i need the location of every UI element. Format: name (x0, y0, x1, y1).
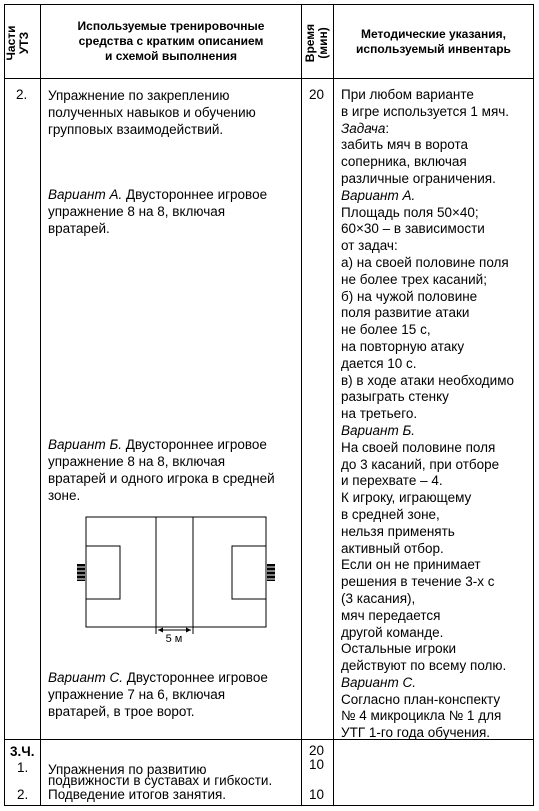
note-line: разыграть стенку (341, 389, 449, 405)
goal-right-icon (267, 564, 275, 581)
header-training-means: Используемые тренировочные средства с кратким описанием и схемой выполнения (77, 19, 265, 63)
note-line: (3 касания), (341, 590, 416, 606)
variant-c-label: Вариант С. (48, 670, 123, 685)
note-line: № 4 микроцикла № 1 для (341, 708, 502, 724)
dimension-label: 5 м (165, 633, 183, 645)
desc-line: групповых взаимодействий. (48, 122, 224, 137)
desc-line: полученных навыков и обучению (48, 105, 256, 120)
header-method-notes: Методические указания, используемый инвентарь (356, 27, 511, 56)
note-line: не более трех касаний; (341, 271, 487, 287)
row2-time: 20 (309, 87, 325, 102)
desc-line: упражнение 8 на 8, включая (48, 454, 226, 469)
note-line: другой команде. (341, 624, 444, 640)
row3-sub-number: 1. (17, 760, 29, 775)
desc-line: упражнение 8 на 8, включая (48, 204, 226, 219)
note-line: и перехвате – 4. (341, 473, 443, 489)
variant-a-text: Вариант А. Двустороннее игровое (48, 187, 268, 202)
desc-line: вратарей. (48, 221, 110, 236)
variant-c-text: Вариант С. Двустороннее игровое (48, 670, 268, 685)
row3-number: 3.Ч. (10, 744, 35, 759)
row3-item-line: Упражнения по развитию (48, 762, 207, 777)
note-line: Вариант С. (341, 674, 416, 690)
note-line: б) на чужой половине (341, 288, 478, 304)
penalty-area-right (232, 546, 266, 599)
note-line: мяч передается (341, 607, 441, 623)
note-line: в) в ходе атаки необходимо (341, 372, 515, 388)
note-line: УТГ 1-го года обучения. (341, 725, 491, 741)
note-line: нельзя применять (341, 523, 455, 539)
note-line: от задач: (341, 238, 398, 254)
field-diagram (76, 514, 276, 646)
table-border-right (533, 4, 534, 806)
note-line: Если он не принимает (341, 557, 481, 573)
note-line: Вариант Б. (341, 422, 415, 438)
table-border-top (4, 4, 534, 5)
row3-item-line: Подведение итогов занятия. (48, 787, 227, 802)
note-line: Остальные игроки (341, 641, 457, 657)
desc-line: зоне. (48, 488, 81, 503)
note-line: Вариант А. (341, 187, 416, 203)
note-line: на повторную атаку (341, 338, 465, 354)
variant-b-text: Вариант Б. Двустороннее игровое (48, 437, 267, 452)
goal-left-icon (77, 564, 85, 581)
note-line: решения в течение 3-х с (341, 574, 495, 590)
note-line: Задача: (341, 120, 390, 136)
note-line: Площадь поля 50×40; (341, 204, 479, 220)
row3-time-total: 20 (309, 743, 325, 758)
note-line: 60×30 – в зависимости (341, 221, 485, 237)
note-line: На своей половине поля (341, 439, 496, 455)
desc-line: вратарей и одного игрока в средней (48, 471, 275, 486)
column-divider-3 (333, 4, 334, 806)
row3-time-1: 10 (309, 757, 325, 772)
desc-line: Упражнение по закреплению (48, 88, 230, 103)
table-border-bottom (4, 805, 534, 806)
row3-time-2: 10 (309, 787, 325, 802)
penalty-area-left (86, 546, 120, 599)
note-line: При любом варианте (341, 87, 474, 102)
note-line: забить мяч в ворота (341, 137, 469, 153)
note-line: поля развитие атаки (341, 305, 470, 321)
field-boundary (86, 517, 266, 627)
note-line: действуют по всему полю. (341, 658, 507, 674)
header-bottom-rule (4, 78, 534, 79)
note-line: дается 10 с. (341, 355, 417, 371)
table-border-left (4, 4, 5, 806)
column-divider-1 (40, 4, 41, 806)
method-notes (341, 87, 533, 742)
note-line: на третьего. (341, 406, 418, 422)
header-time-label: Время (мин) (303, 23, 330, 63)
desc-line: упражнение 7 на 6, включая (48, 687, 226, 702)
row2-number: 2. (16, 87, 28, 102)
note-line: различные ограничения. (341, 170, 496, 186)
note-line: до 3 касаний, при отборе (341, 456, 500, 472)
row3-sub-number: 2. (17, 787, 29, 802)
header-parts-label: Части УТЗ (4, 25, 31, 61)
note-line: не более 15 с, (341, 322, 431, 338)
desc-line: вратарей, в трое ворот. (48, 704, 195, 719)
note-line: соперника, включая (341, 154, 467, 170)
row3-item-line: подвижности в суставах и гибкости. (48, 773, 273, 788)
note-line: К игроку, играющему (341, 490, 472, 506)
note-line: активный отбор. (341, 540, 444, 556)
note-line: Согласно план-конспекту (341, 691, 501, 707)
note-line: а) на своей половине поля (341, 254, 509, 270)
column-divider-2 (301, 4, 302, 806)
variant-b-label: Вариант Б. (48, 437, 122, 452)
note-line: в средней зоне, (341, 506, 440, 522)
variant-a-label: Вариант А. (48, 187, 123, 202)
note-line: в игре используется 1 мяч. (341, 103, 510, 119)
